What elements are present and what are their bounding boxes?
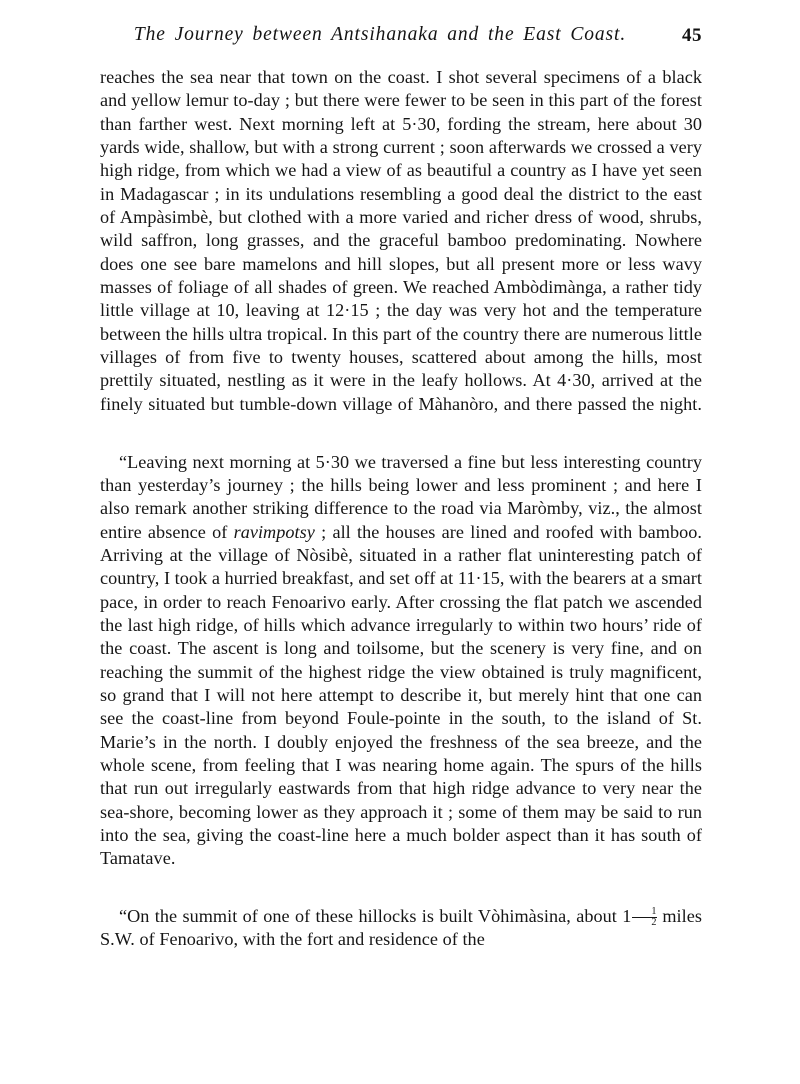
paragraph-1: reaches the sea near that town on the coast. I shot several specimens of a black and yellow lemur to-day ; but there were fewer to be seen in this part of the forest than farther west. Next morning left at 5·30, fording the stream, here about 30 yards wide, shallow, but with a strong current ; soon afterwards we crossed a very high ridge, from which we had a view of as beautiful a country as I have yet seen in Madagascar ; in its undulations resembling a good deal the district to the east of Ampàsimbè, but clothed with a more varied and richer dress of wood, shrubs, wild saffron, long grasses, and the graceful bamboo predominating. Nowhere does one see bare mamelons and hill slopes, but all present more or less wavy masses of foliage of all shades of green. We reached Ambòdimànga, a rather tidy little village at 10, leaving at 12·15 ; the day was very hot and the temperature between the hills ultra tropical. In this part of the country there are numerous little villages of from five to twenty houses, scattered about among the hills, most prettily situated, nestling as it were in the leafy hollows. At 4·30, arrived at the finely situated but tumble-down village of Màhanòro, and there passed the night. <box>100 67 702 414</box>
paragraph-3: “On the summit of one of these hillocks is built Vòhimàsina, about 1 $\frac{1}{2}$ miles S.W. of Fenoarivo, with the fort and residence of the <box>100 906 702 950</box>
paragraph-2: “Leaving next morning at 5·30 we traversed a fine but less interesting country than yesterday’s journey ; the hills being lower and less prominent ; and here I also remark another striking difference to the road via Maròmby, viz., the almost entire absence of ravimpotsy ; all the houses are lined and roofed with bamboo. Arriving at the village of Nòsibè, situated in a rather flat uninteresting patch of country, I took a hurried breakfast, and set off at 11·15, with the bearers at a smart pace, in order to reach Fenoarivo early. After crossing the flat patch we ascended the last high ridge, of hills which advance irregularly to within two hours’ ride of the coast. The ascent is long and toilsome, but the scenery is very fine, and on reaching the summit of the highest ridge the view obtained is truly magnificent, so grand that I will not here attempt to describe it, but merely hint that one can see the coast-line from beyond Foule-pointe in the south, to the island of St. Marie’s in the north. I doubly enjoyed the freshness of the sea breeze, and the whole scene, from feeling that I was nearing home again. The spurs of the hills that run out irregularly eastwards from that high ridge advance to very near the sea-shore, becoming lower as they approach it ; some of them may be said to run into the sea, giving the coast-line here a much bolder aspect than it has south of Tamatave. <box>100 451 702 869</box>
body-text-block <box>100 66 702 952</box>
italic-term: ravimpotsy <box>233 521 315 542</box>
running-head-title: The Journey between Antsihanaka and the East Coast. <box>133 24 627 45</box>
running-head <box>100 24 702 58</box>
page-number: 45 <box>682 25 702 46</box>
vulgar-fraction: $\frac{1}{2}$ <box>632 907 657 927</box>
